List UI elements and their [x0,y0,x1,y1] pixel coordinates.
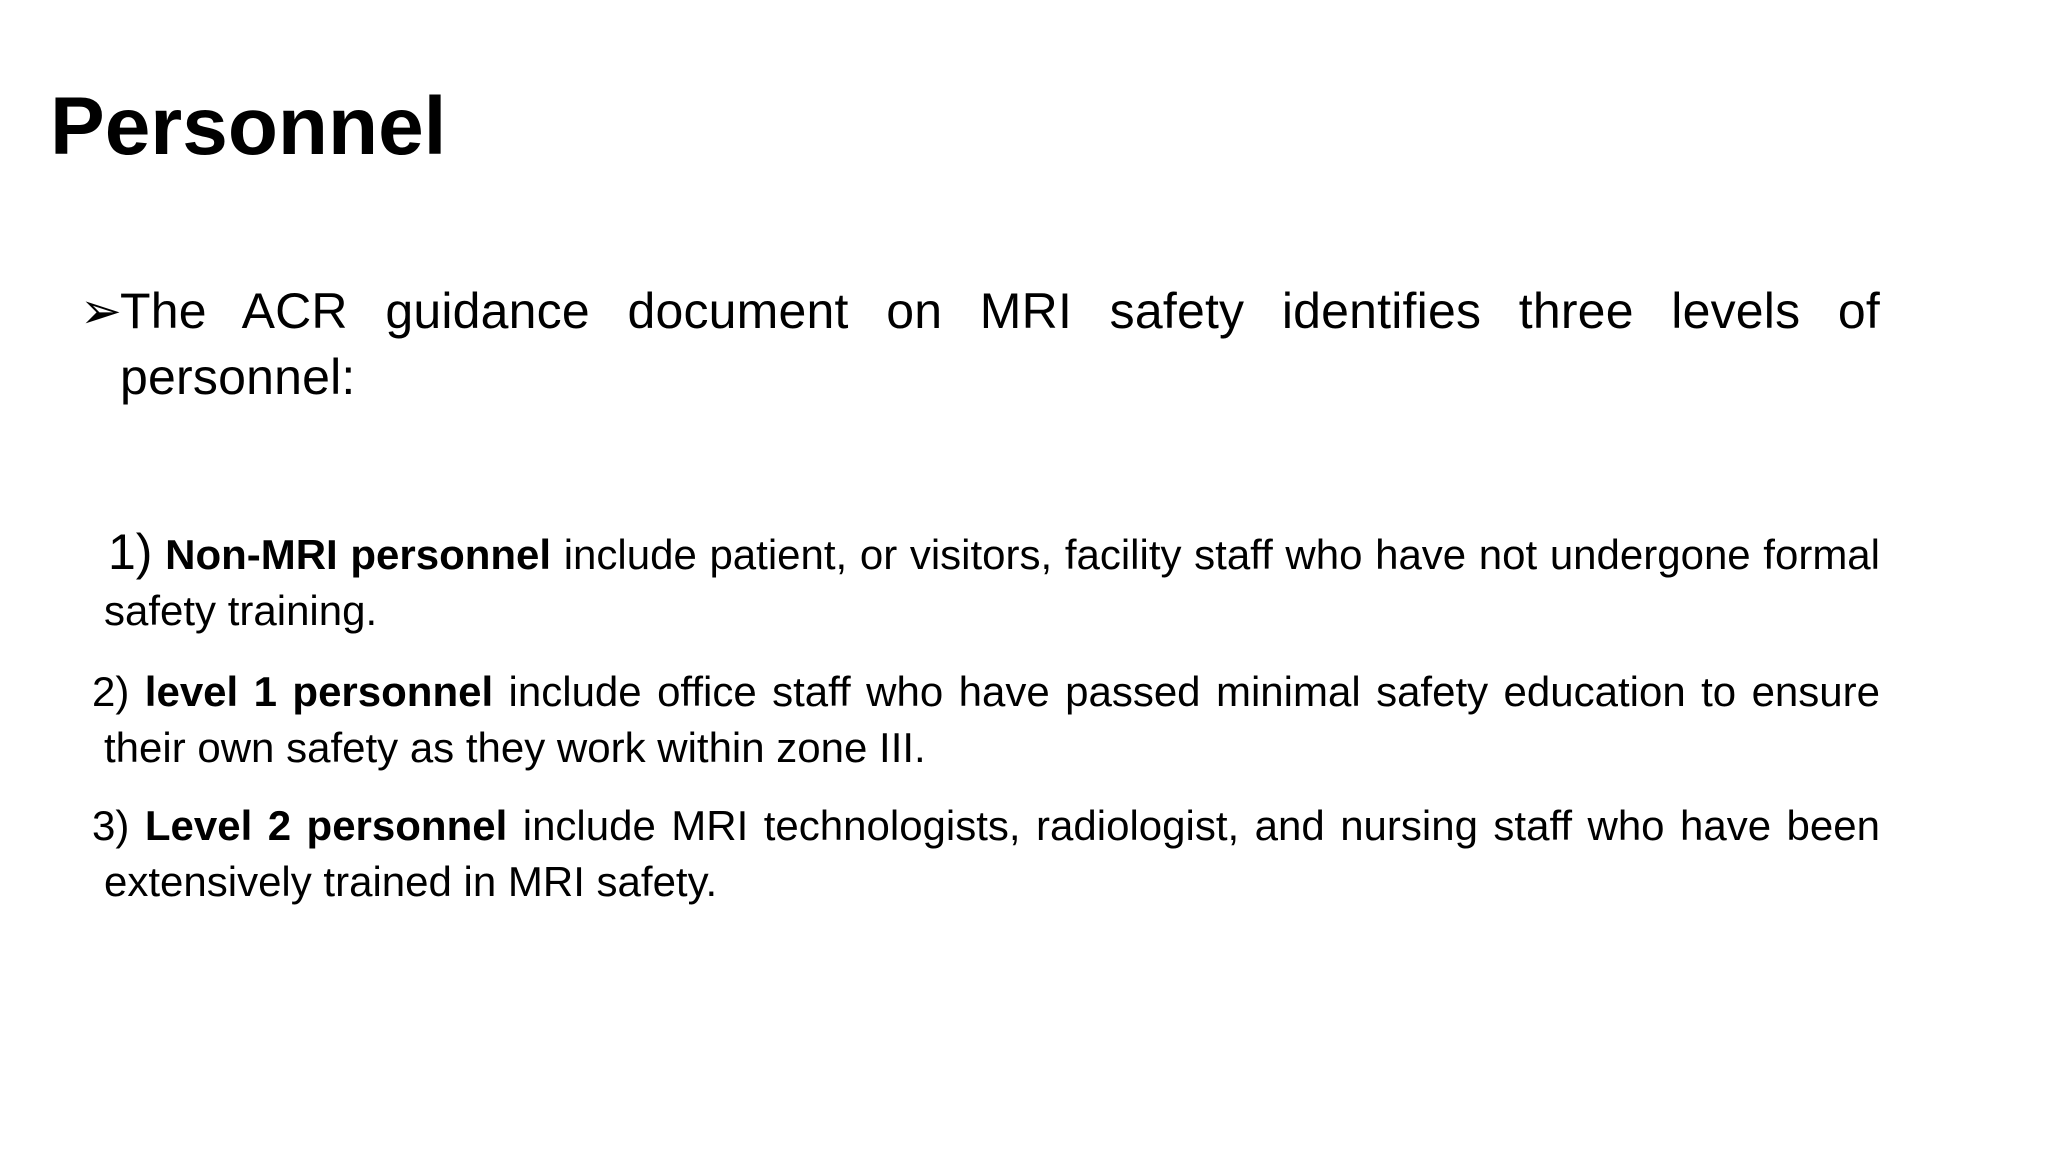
item-description: include patient, or visitors, facility staff who have not undergone formal safety training. [104,531,1880,634]
item-number: 3) [92,802,130,849]
bullet-point [80,278,1880,410]
item-number: 2) [92,668,130,715]
list-item [92,664,1880,776]
item-term: Level 2 personnel [144,802,508,849]
item-description: include office staff who have passed minimal safety education to ensure their own safety as they work within zone III. [104,668,1880,771]
arrow-bullet-icon: ➢ [80,283,122,339]
item-description: include MRI technologists, radiologist, and nursing staff who have been extensively trained in MRI safety. [104,802,1880,905]
item-term: level 1 personnel [144,668,494,715]
item-number: 1) [108,524,153,580]
bullet-text: The ACR guidance document on MRI safety identifies three levels of personnel: [120,283,1880,405]
list-item [104,524,1880,639]
slide-title: Personnel [50,81,447,172]
list-item [92,798,1880,910]
item-term: Non-MRI personnel [165,531,552,578]
